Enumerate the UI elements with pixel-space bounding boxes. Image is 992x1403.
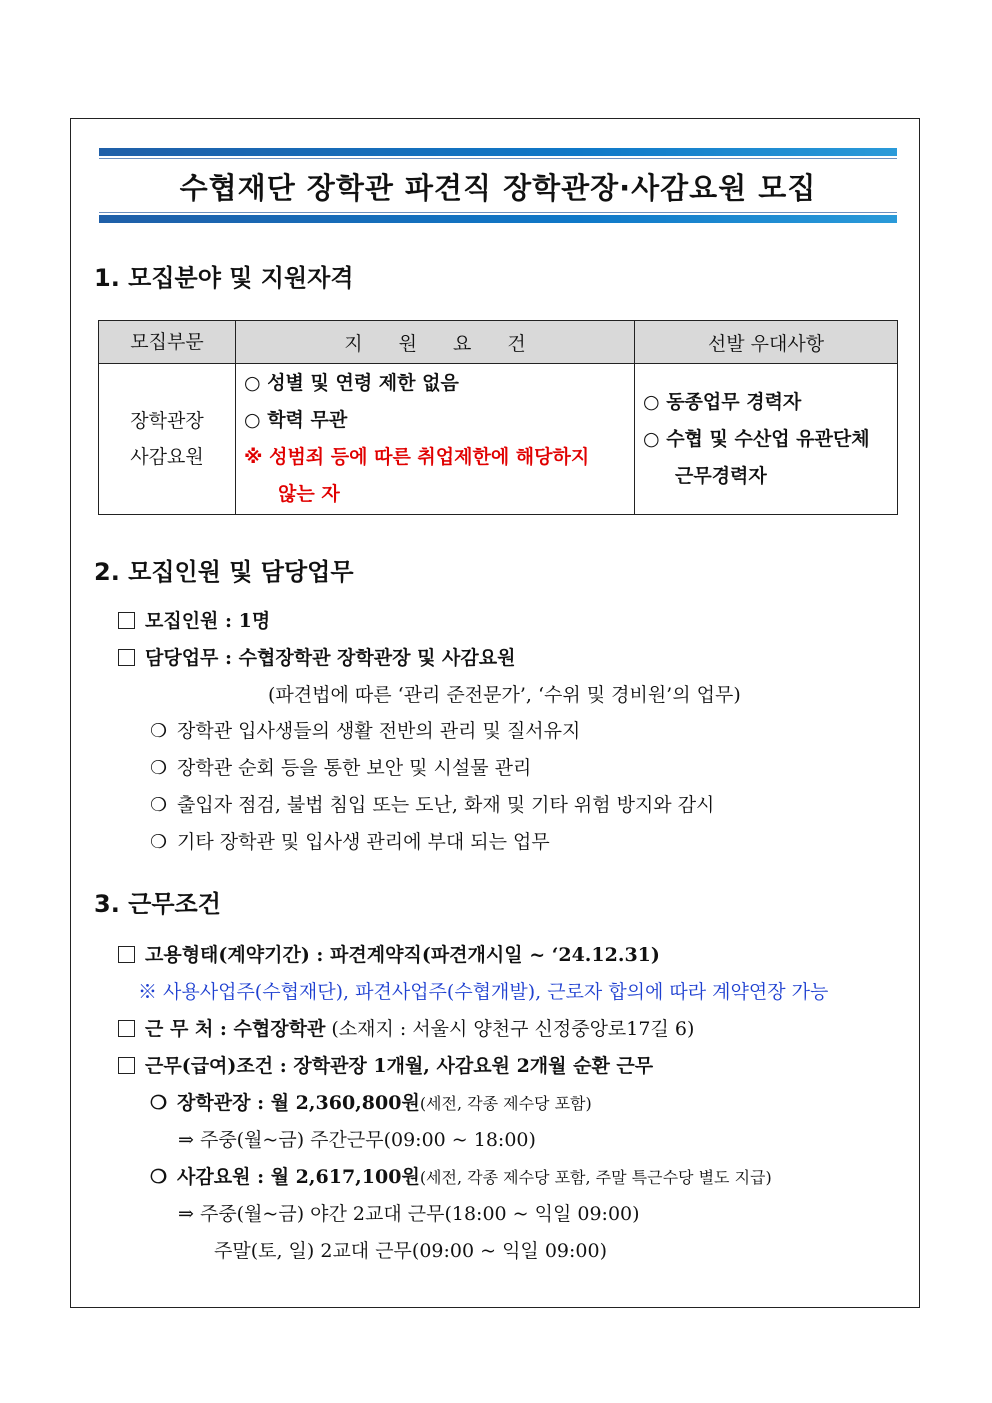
table-header-preferences: 선발 우대사항 [635, 321, 898, 364]
circle-bullet-icon: ❍ [150, 831, 168, 853]
table-header-requirements: 지 원 요 건 [236, 321, 635, 364]
conditions-line [118, 1051, 653, 1078]
requirements-table [98, 320, 898, 515]
duty-line [118, 643, 515, 670]
section2-heading: 2. 모집인원 및 담당업무 [94, 558, 354, 586]
duty-item-text: 장학관 입사생들의 생활 전반의 관리 및 질서유지 [177, 720, 581, 742]
duty-item-text: 장학관 순회 등을 통한 보안 및 시설물 관리 [177, 757, 532, 779]
preference-item: ○ 수협 및 수산업 유관단체 [643, 427, 870, 450]
circle-bullet-icon: ❍ [150, 1092, 168, 1114]
manager-pay-note: (세전, 각종 제수당 포함) [419, 1094, 592, 1113]
circle-bullet-icon: ❍ [150, 757, 168, 779]
page-title: 수협재단 장학관 파견직 장학관장·사감요원 모집 [179, 170, 817, 205]
checkbox-square-icon [118, 946, 135, 963]
conditions-text: 근무(급여)조건 : 장학관장 1개월, 사감요원 2개월 순환 근무 [145, 1055, 654, 1077]
duty-item [150, 753, 531, 780]
requirement-note-cont: 않는 자 [278, 483, 340, 505]
headcount-text: 모집인원 : 1명 [145, 610, 271, 632]
manager-pay-text: 장학관장 : 월 2,360,800원 [177, 1092, 420, 1114]
requirements-cell [236, 364, 635, 515]
circle-bullet-icon: ❍ [150, 720, 168, 742]
employment-line [118, 940, 660, 967]
requirement-item: ○ 학력 무관 [244, 409, 348, 431]
checkbox-square-icon [118, 1020, 135, 1037]
section3-heading: 3. 근무조건 [94, 890, 221, 918]
title-bar-bottom [99, 215, 897, 223]
dorm-pay-note: (세전, 각종 제수당 포함, 주말 특근수당 별도 지급) [419, 1168, 772, 1187]
workplace-address: (소재지 : 서울시 양천구 신정중앙로17길 6) [331, 1018, 695, 1040]
checkbox-square-icon [118, 612, 135, 629]
requirement-item: ○ 성별 및 연령 제한 없음 [244, 372, 459, 394]
dorm-pay-line [150, 1162, 772, 1189]
employment-note: ※ 사용사업주(수협재단), 파견사업주(수협개발), 근로자 합의에 따라 계약연장 가능 [138, 981, 829, 1003]
duty-item [150, 827, 550, 854]
workplace-line [118, 1014, 694, 1041]
employment-text: 고용형태(계약기간) : 파견계약직(파견개시일 ~ ‘24.12.31) [145, 944, 660, 966]
workplace-text: 근 무 처 : 수협장학관 [145, 1018, 326, 1040]
duty-item-text: 기타 장학관 및 입사생 관리에 부대 되는 업무 [177, 831, 550, 853]
title-rule-top [99, 158, 897, 159]
dorm-hours-weekday: ⇒ 주중(월~금) 야간 2교대 근무(18:00 ~ 익일 09:00) [178, 1203, 640, 1225]
title-rule-bottom [99, 212, 897, 213]
section1-heading: 1. 모집분야 및 지원자격 [94, 264, 354, 292]
title-bar-top [99, 148, 897, 156]
table-header-division: 모집부문 [99, 321, 236, 364]
dorm-pay-text: 사감요원 : 월 2,617,100원 [177, 1166, 420, 1188]
duty-item [150, 716, 580, 743]
preference-item-cont: 근무경력자 [675, 464, 767, 487]
duty-item [150, 790, 714, 817]
duty-item-text: 출입자 점검, 불법 침입 또는 도난, 화재 및 기타 위험 방지와 감시 [177, 794, 715, 816]
duty-text: 담당업무 : 수협장학관 장학관장 및 사감요원 [145, 647, 516, 669]
checkbox-square-icon [118, 649, 135, 666]
dorm-hours-weekend: 주말(토, 일) 2교대 근무(09:00 ~ 익일 09:00) [214, 1240, 607, 1262]
preference-item: ○ 동종업무 경력자 [643, 390, 802, 413]
manager-hours: ⇒ 주중(월~금) 주간근무(09:00 ~ 18:00) [178, 1129, 536, 1151]
circle-bullet-icon: ❍ [150, 1166, 168, 1188]
checkbox-square-icon [118, 1057, 135, 1074]
manager-pay-line [150, 1088, 592, 1115]
circle-bullet-icon: ❍ [150, 794, 168, 816]
division-cell [99, 364, 236, 515]
headcount-line [118, 606, 270, 633]
duty-note: (파견법에 따른 ‘관리 준전문가’, ‘수위 및 경비원’의 업무) [268, 684, 741, 706]
requirement-note: ※ 성범죄 등에 따른 취업제한에 해당하지 [244, 446, 590, 468]
division-dorm: 사감요원 [130, 446, 204, 468]
division-manager: 장학관장 [130, 410, 204, 432]
preferences-cell [635, 364, 898, 515]
